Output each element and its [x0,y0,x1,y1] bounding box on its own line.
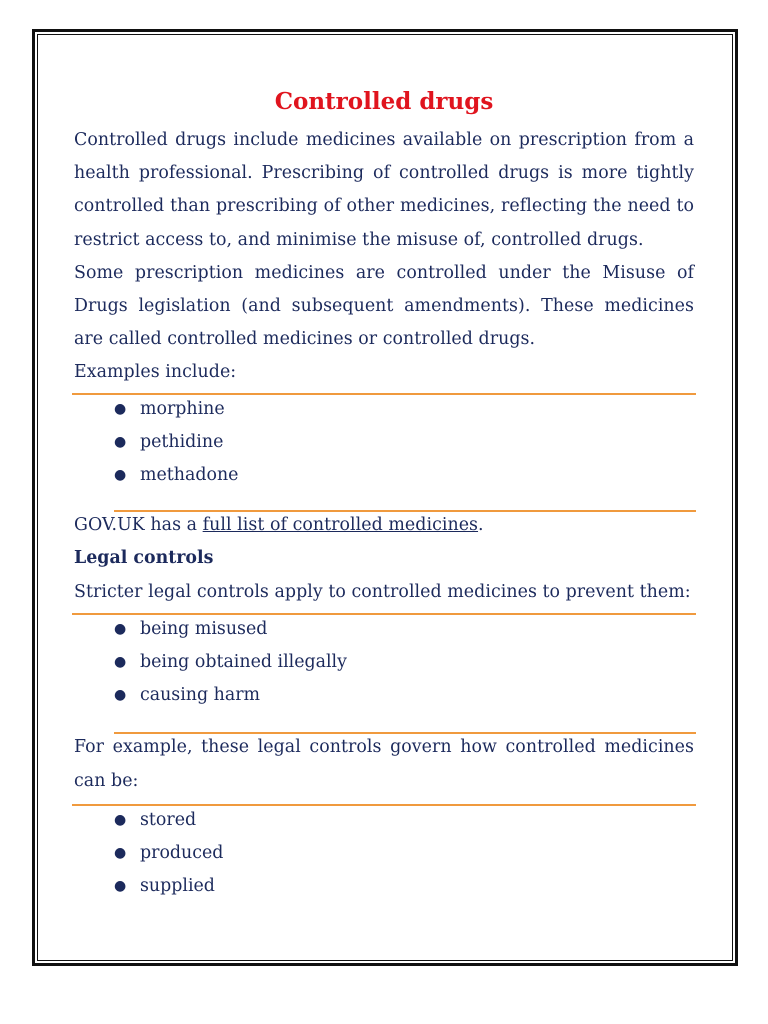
list-item-label: produced [140,843,224,864]
examples-intro: Examples include: [74,362,237,383]
list-item [74,646,694,679]
bullet-icon: ● [114,845,127,862]
list-item-label: stored [140,809,197,830]
govern-intro: For example, these legal controls govern how controlled medicines can be: [74,737,694,791]
govuk-prefix: GOV.UK has a [74,515,203,536]
bullet-icon: ● [114,811,127,828]
legal-controls-intro: Stricter legal controls apply to controlled medicines to prevent them: [74,581,691,602]
document-body [74,84,694,903]
examples-list [74,393,694,493]
second-paragraph: Some prescription medicines are controlled under the Misuse of Drugs legislation (and subsequent amendments). These medicines are called controlled medicines or controlled drugs. [74,262,694,350]
list-item [74,393,694,426]
bullet-icon: ● [114,620,127,637]
govuk-sentence [74,509,694,542]
list-item-label: causing harm [140,685,261,706]
list-item [74,837,694,870]
list-item-label: being misused [140,618,268,639]
list-item [74,613,694,646]
list-item-label: morphine [140,398,225,419]
page-title: Controlled drugs [274,88,494,115]
list-item-label: methadone [140,465,239,486]
list-item-label: supplied [140,876,215,897]
intro-paragraph: Controlled drugs include medicines available on prescription from a health professional. Prescribing of controlled drugs is more tightly controlled than prescribing of other medicines, reflecting the need to restrict access to, and minimise the misuse of, controlled drugs. [74,130,694,250]
prevent-list [74,613,694,713]
govuk-suffix: . [478,515,484,536]
list-item [74,870,694,903]
govern-list [74,804,694,904]
list-item [74,426,694,459]
list-item [74,679,694,712]
bullet-icon: ● [114,654,127,671]
bullet-icon: ● [114,433,127,450]
list-item [74,459,694,492]
list-item-label: pethidine [140,431,224,452]
controlled-medicines-list-link[interactable]: full list of controlled medicines [202,515,479,536]
bullet-icon: ● [114,400,127,417]
bullet-icon: ● [114,878,127,895]
list-item-label: being obtained illegally [140,652,347,673]
bullet-icon: ● [114,687,127,704]
list-item [74,804,694,837]
legal-controls-heading: Legal controls [74,548,214,569]
bullet-icon: ● [114,467,127,484]
